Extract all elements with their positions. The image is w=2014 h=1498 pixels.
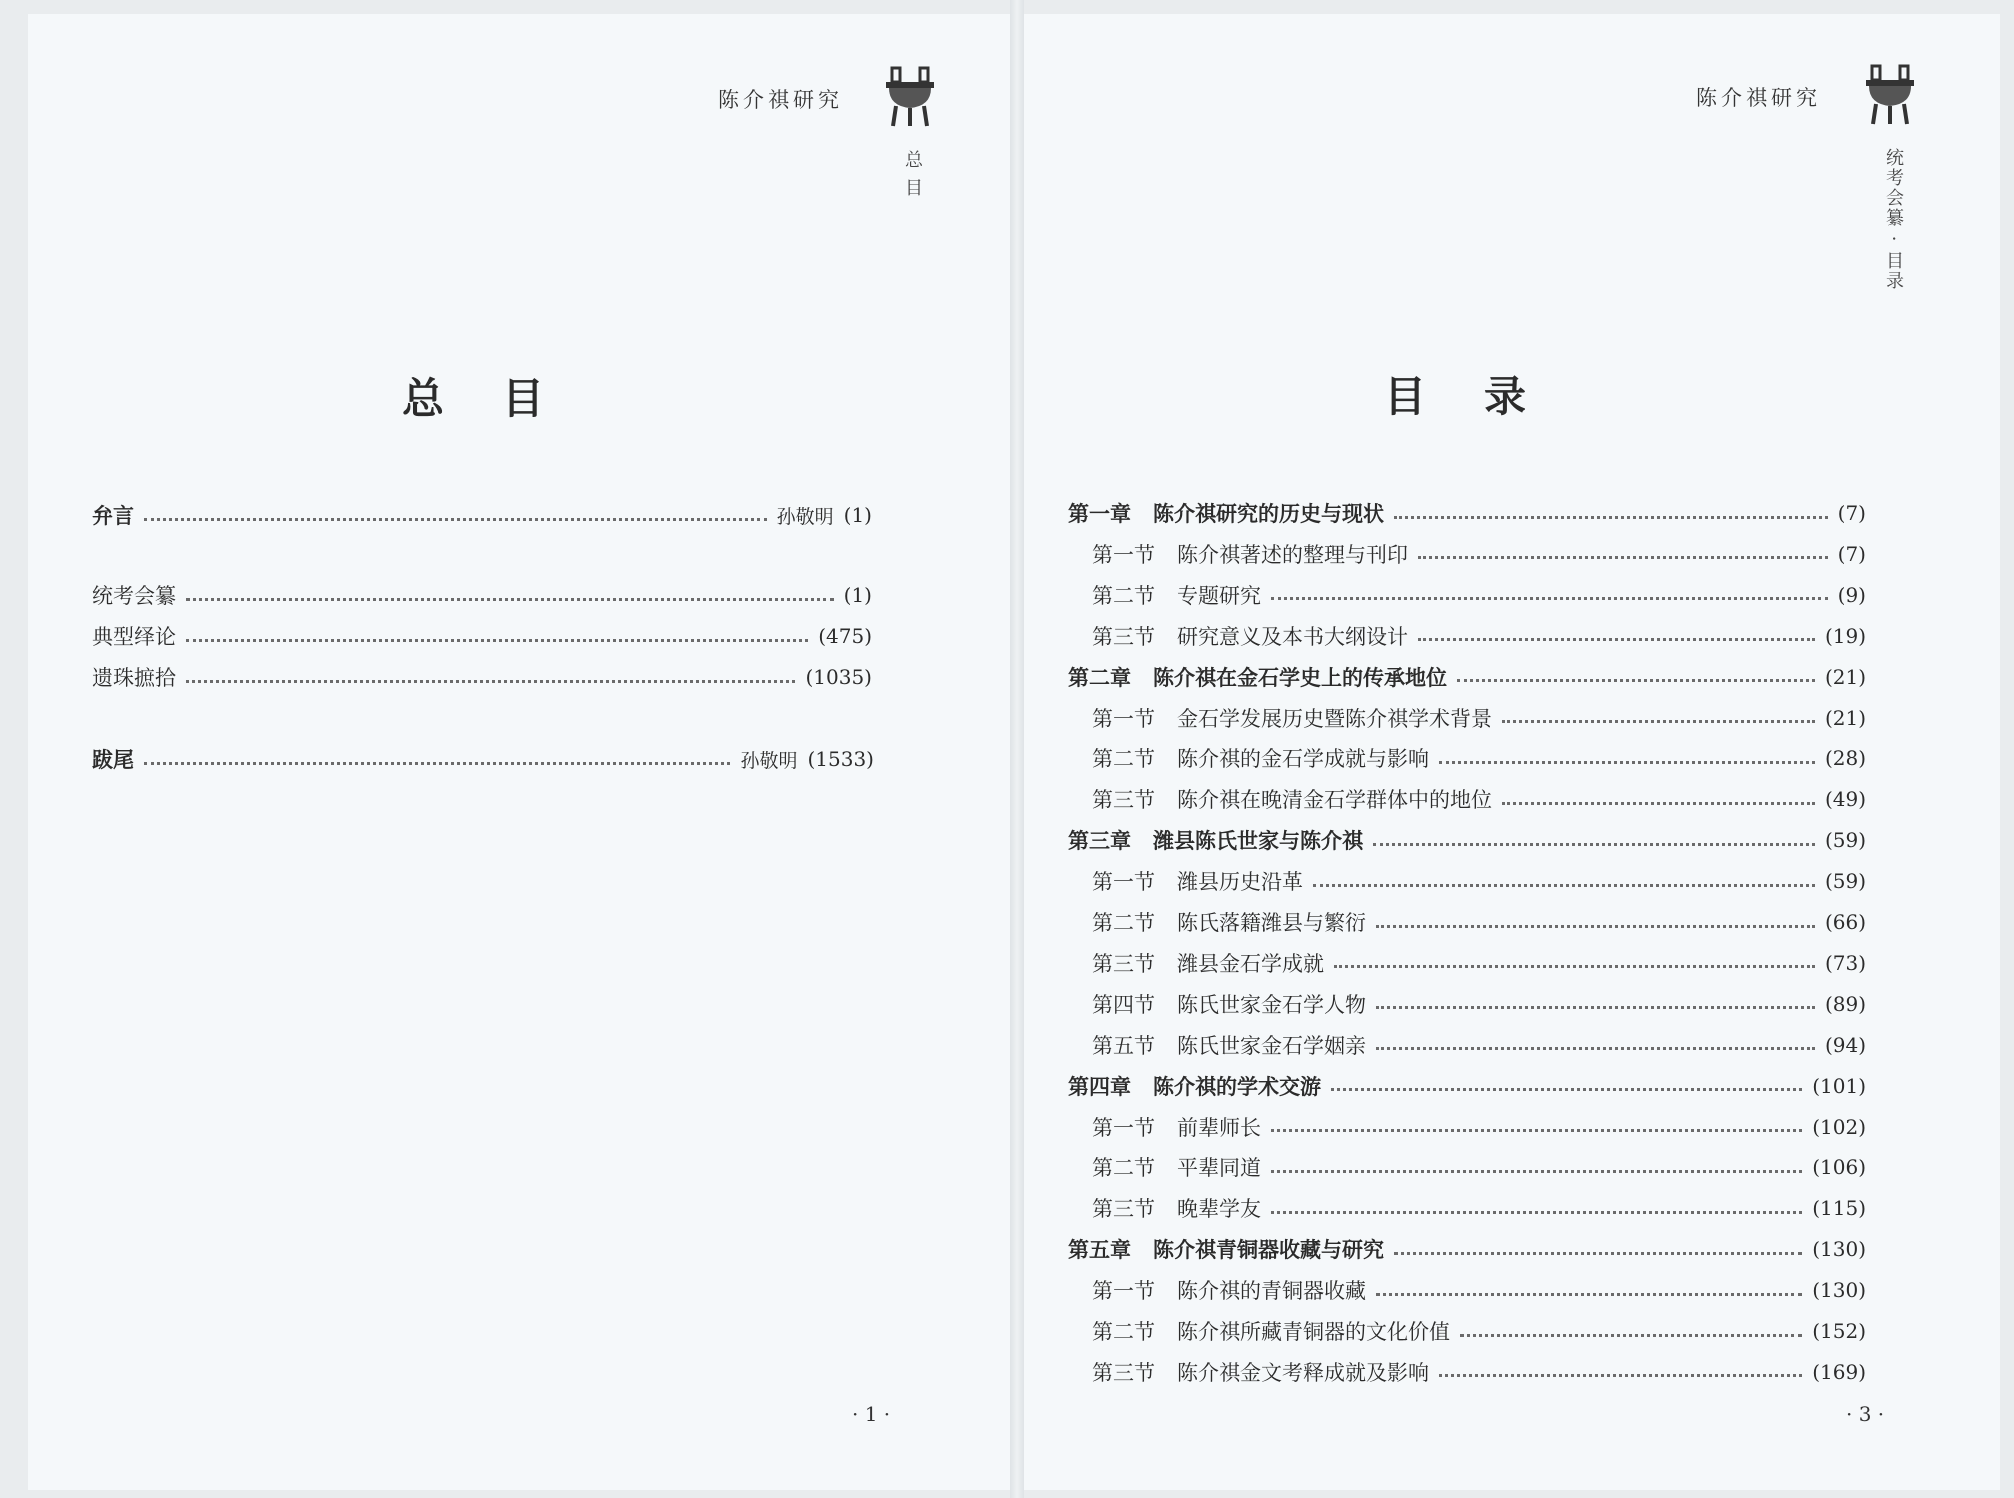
leader-dots [1460,1334,1802,1337]
toc-entry-part-1[interactable] [92,580,872,610]
toc-label [1092,743,1429,773]
toc-page: (1533) [807,747,874,771]
leader-dots [1376,925,1815,928]
section-number: 第三节 [1092,1197,1155,1222]
toc-chapter-row[interactable] [1068,1234,1866,1264]
toc-section-row[interactable] [1092,948,1866,978]
toc-page: (1) [843,503,872,527]
toc-entry-postscript[interactable] [92,744,874,774]
toc-label: 典型绎论 [92,625,176,649]
toc-section-row[interactable] [1092,1152,1866,1182]
toc-page: (102) [1812,1114,1866,1139]
toc-label [1068,1234,1384,1264]
toc-chapter-row[interactable] [1068,662,1866,692]
toc-label [1092,1275,1366,1305]
toc-section-row[interactable] [1092,1112,1866,1142]
entry-title: 陈介祺所藏青铜器的文化价值 [1177,1320,1450,1344]
toc-page: (28) [1824,746,1866,771]
toc-section-row[interactable] [1092,703,1866,733]
toc-section-row[interactable] [1092,866,1866,896]
section-number: 第四节 [1092,992,1155,1017]
right-running-title: 陈介祺研究 [1696,86,1821,110]
leader-dots [1271,1170,1802,1173]
toc-section-row[interactable] [1092,1193,1866,1223]
toc-page: (101) [1812,1073,1866,1098]
leader-dots [1394,1252,1802,1255]
toc-label [1092,1193,1261,1223]
toc-page: (475) [818,624,872,648]
left-running-title: 陈介祺研究 [718,88,843,112]
left-page-number: · 1 · [852,1402,891,1426]
chapter-number: 第三章 [1068,828,1131,854]
leader-dots [1376,1006,1815,1009]
entry-title: 陈介祺著述的整理与刊印 [1177,542,1408,567]
entry-title: 陈介祺在晚清金石学群体中的地位 [1177,788,1492,813]
section-number: 第一节 [1092,1115,1155,1140]
toc-chapter-row[interactable] [1068,498,1866,528]
toc-section-row[interactable] [1092,743,1866,773]
toc-label [1092,1112,1261,1142]
toc-label [1092,1030,1366,1060]
toc-page: (7) [1837,501,1866,525]
leader-dots [1418,638,1815,641]
entry-title: 陈氏世家金石学人物 [1177,992,1366,1017]
section-number: 第一节 [1092,870,1155,895]
entry-title: 金石学发展历史暨陈介祺学术背景 [1177,706,1492,731]
toc-page: (9) [1837,582,1866,607]
leader-dots [186,598,834,601]
section-number: 第二节 [1092,583,1155,608]
entry-title: 平辈同道 [1177,1156,1261,1181]
leader-dots [186,639,808,642]
toc-label [1068,825,1363,855]
chapter-number: 第五章 [1068,1237,1131,1263]
toc-page: (1035) [805,665,872,689]
toc-page: (1) [843,583,872,607]
toc-page: (169) [1812,1359,1866,1384]
toc-label [1092,866,1303,896]
section-number: 第五节 [1092,1033,1155,1058]
entry-title: 陈介祺的金石学成就与影响 [1177,747,1429,772]
toc-page: (49) [1824,787,1866,812]
toc-page: (89) [1824,991,1866,1016]
leader-dots [1394,516,1828,519]
section-number: 第二节 [1092,1156,1155,1181]
entry-title: 潍县陈氏世家与陈介祺 [1153,828,1363,854]
book-gutter [1010,0,1024,1498]
toc-label [1092,539,1408,569]
toc-chapter-row[interactable] [1068,1071,1866,1101]
toc-page: (115) [1812,1196,1866,1221]
leader-dots [1439,1374,1802,1377]
entry-title: 潍县金石学成就 [1177,951,1324,976]
toc-section-row[interactable] [1092,784,1866,814]
toc-author: 孙敬明 [776,505,834,528]
entry-title: 陈介祺在金石学史上的传承地位 [1153,664,1447,690]
toc-entry-part-3[interactable] [92,662,872,692]
leader-dots [1376,1293,1802,1296]
leader-dots [1457,679,1815,682]
section-number: 第一节 [1092,1279,1155,1304]
section-number: 第一节 [1092,542,1155,567]
toc-page: (130) [1812,1237,1866,1262]
entry-title: 晚辈学友 [1177,1197,1261,1222]
toc-page: (59) [1824,869,1866,894]
toc-page: (106) [1812,1155,1866,1180]
toc-page: (130) [1812,1278,1866,1303]
toc-author: 孙敬明 [740,749,798,772]
entry-title: 陈介祺的学术交游 [1153,1073,1321,1099]
toc-label [1068,498,1384,528]
ding-vessel-icon [882,62,938,128]
toc-page: (21) [1824,664,1866,689]
toc-label [1092,1316,1450,1346]
entry-title: 陈介祺金文考释成就及影响 [1177,1360,1429,1385]
leader-dots [186,680,795,683]
toc-section-row[interactable] [1092,989,1866,1019]
ding-vessel-icon [1862,60,1918,126]
toc-label: 统考会纂 [92,584,176,608]
entry-title: 陈介祺的青铜器收藏 [1177,1279,1366,1304]
toc-label [1092,1357,1429,1387]
leader-dots [1271,1129,1802,1132]
chapter-number: 第四章 [1068,1073,1131,1099]
toc-label [1092,621,1408,651]
toc-label [1068,662,1447,692]
toc-page: (152) [1812,1319,1866,1343]
leader-dots [144,518,767,521]
right-vertical-label: 统考会纂 · 目录 [1883,148,1904,292]
right-page-number: · 3 · [1846,1402,1885,1426]
toc-section-row[interactable] [1092,907,1866,937]
toc-label [1092,580,1261,610]
toc-label: 弁言 [92,503,134,528]
leader-dots [1271,1211,1802,1214]
entry-title: 前辈师长 [1177,1115,1261,1140]
toc-label [1092,989,1366,1019]
toc-label [1092,703,1492,733]
leader-dots [144,762,730,765]
left-vertical-label: 总目 [902,150,923,206]
left-page-title: 总目 [402,374,603,423]
toc-entry-preface[interactable] [92,500,872,530]
entry-title: 陈介祺研究的历史与现状 [1153,501,1384,526]
entry-title: 陈氏世家金石学姻亲 [1177,1033,1366,1058]
leader-dots [1334,965,1815,968]
toc-label [1092,907,1366,937]
toc-section-row[interactable] [1092,1275,1866,1305]
leader-dots [1439,761,1815,764]
toc-section-row[interactable] [1092,580,1866,610]
leader-dots [1271,597,1828,600]
leader-dots [1373,843,1815,846]
toc-label [1092,784,1492,814]
toc-page: (94) [1824,1032,1866,1057]
toc-label [1068,1071,1321,1101]
section-number: 第三节 [1092,788,1155,813]
toc-section-row[interactable] [1092,621,1866,651]
section-number: 第一节 [1092,706,1155,731]
toc-page: (7) [1837,541,1866,566]
toc-page: (59) [1824,828,1866,853]
section-number: 第三节 [1092,624,1155,649]
toc-section-row[interactable] [1092,539,1866,569]
section-number: 第三节 [1092,951,1155,976]
toc-page: (19) [1824,623,1866,648]
leader-dots [1502,802,1815,805]
toc-entry-part-2[interactable] [92,621,872,651]
toc-section-row[interactable] [1092,1030,1866,1060]
entry-title: 陈氏落籍潍县与繁衍 [1177,911,1366,935]
leader-dots [1418,556,1828,559]
toc-label [1092,948,1324,978]
toc-section-row[interactable] [1092,1316,1866,1346]
leader-dots [1313,884,1815,887]
section-number: 第三节 [1092,1360,1155,1385]
entry-title: 专题研究 [1177,583,1261,608]
leader-dots [1502,720,1815,723]
leader-dots [1376,1047,1815,1050]
toc-page: (73) [1824,950,1866,975]
right-page-title: 目录 [1384,372,1585,421]
chapter-number: 第一章 [1068,501,1131,526]
toc-label [1092,1152,1261,1182]
entry-title: 陈介祺青铜器收藏与研究 [1153,1237,1384,1263]
section-number: 第二节 [1092,1320,1155,1344]
toc-page: (66) [1824,910,1866,934]
toc-chapter-row[interactable] [1068,825,1866,855]
section-number: 第二节 [1092,911,1155,935]
toc-label: 跋尾 [92,747,134,772]
entry-title: 潍县历史沿革 [1177,870,1303,895]
toc-label: 遗珠摭拾 [92,666,176,690]
chapter-number: 第二章 [1068,664,1131,690]
section-number: 第二节 [1092,747,1155,772]
toc-page: (21) [1824,705,1866,730]
leader-dots [1331,1088,1802,1091]
entry-title: 研究意义及本书大纲设计 [1177,624,1408,649]
toc-section-row[interactable] [1092,1357,1866,1387]
